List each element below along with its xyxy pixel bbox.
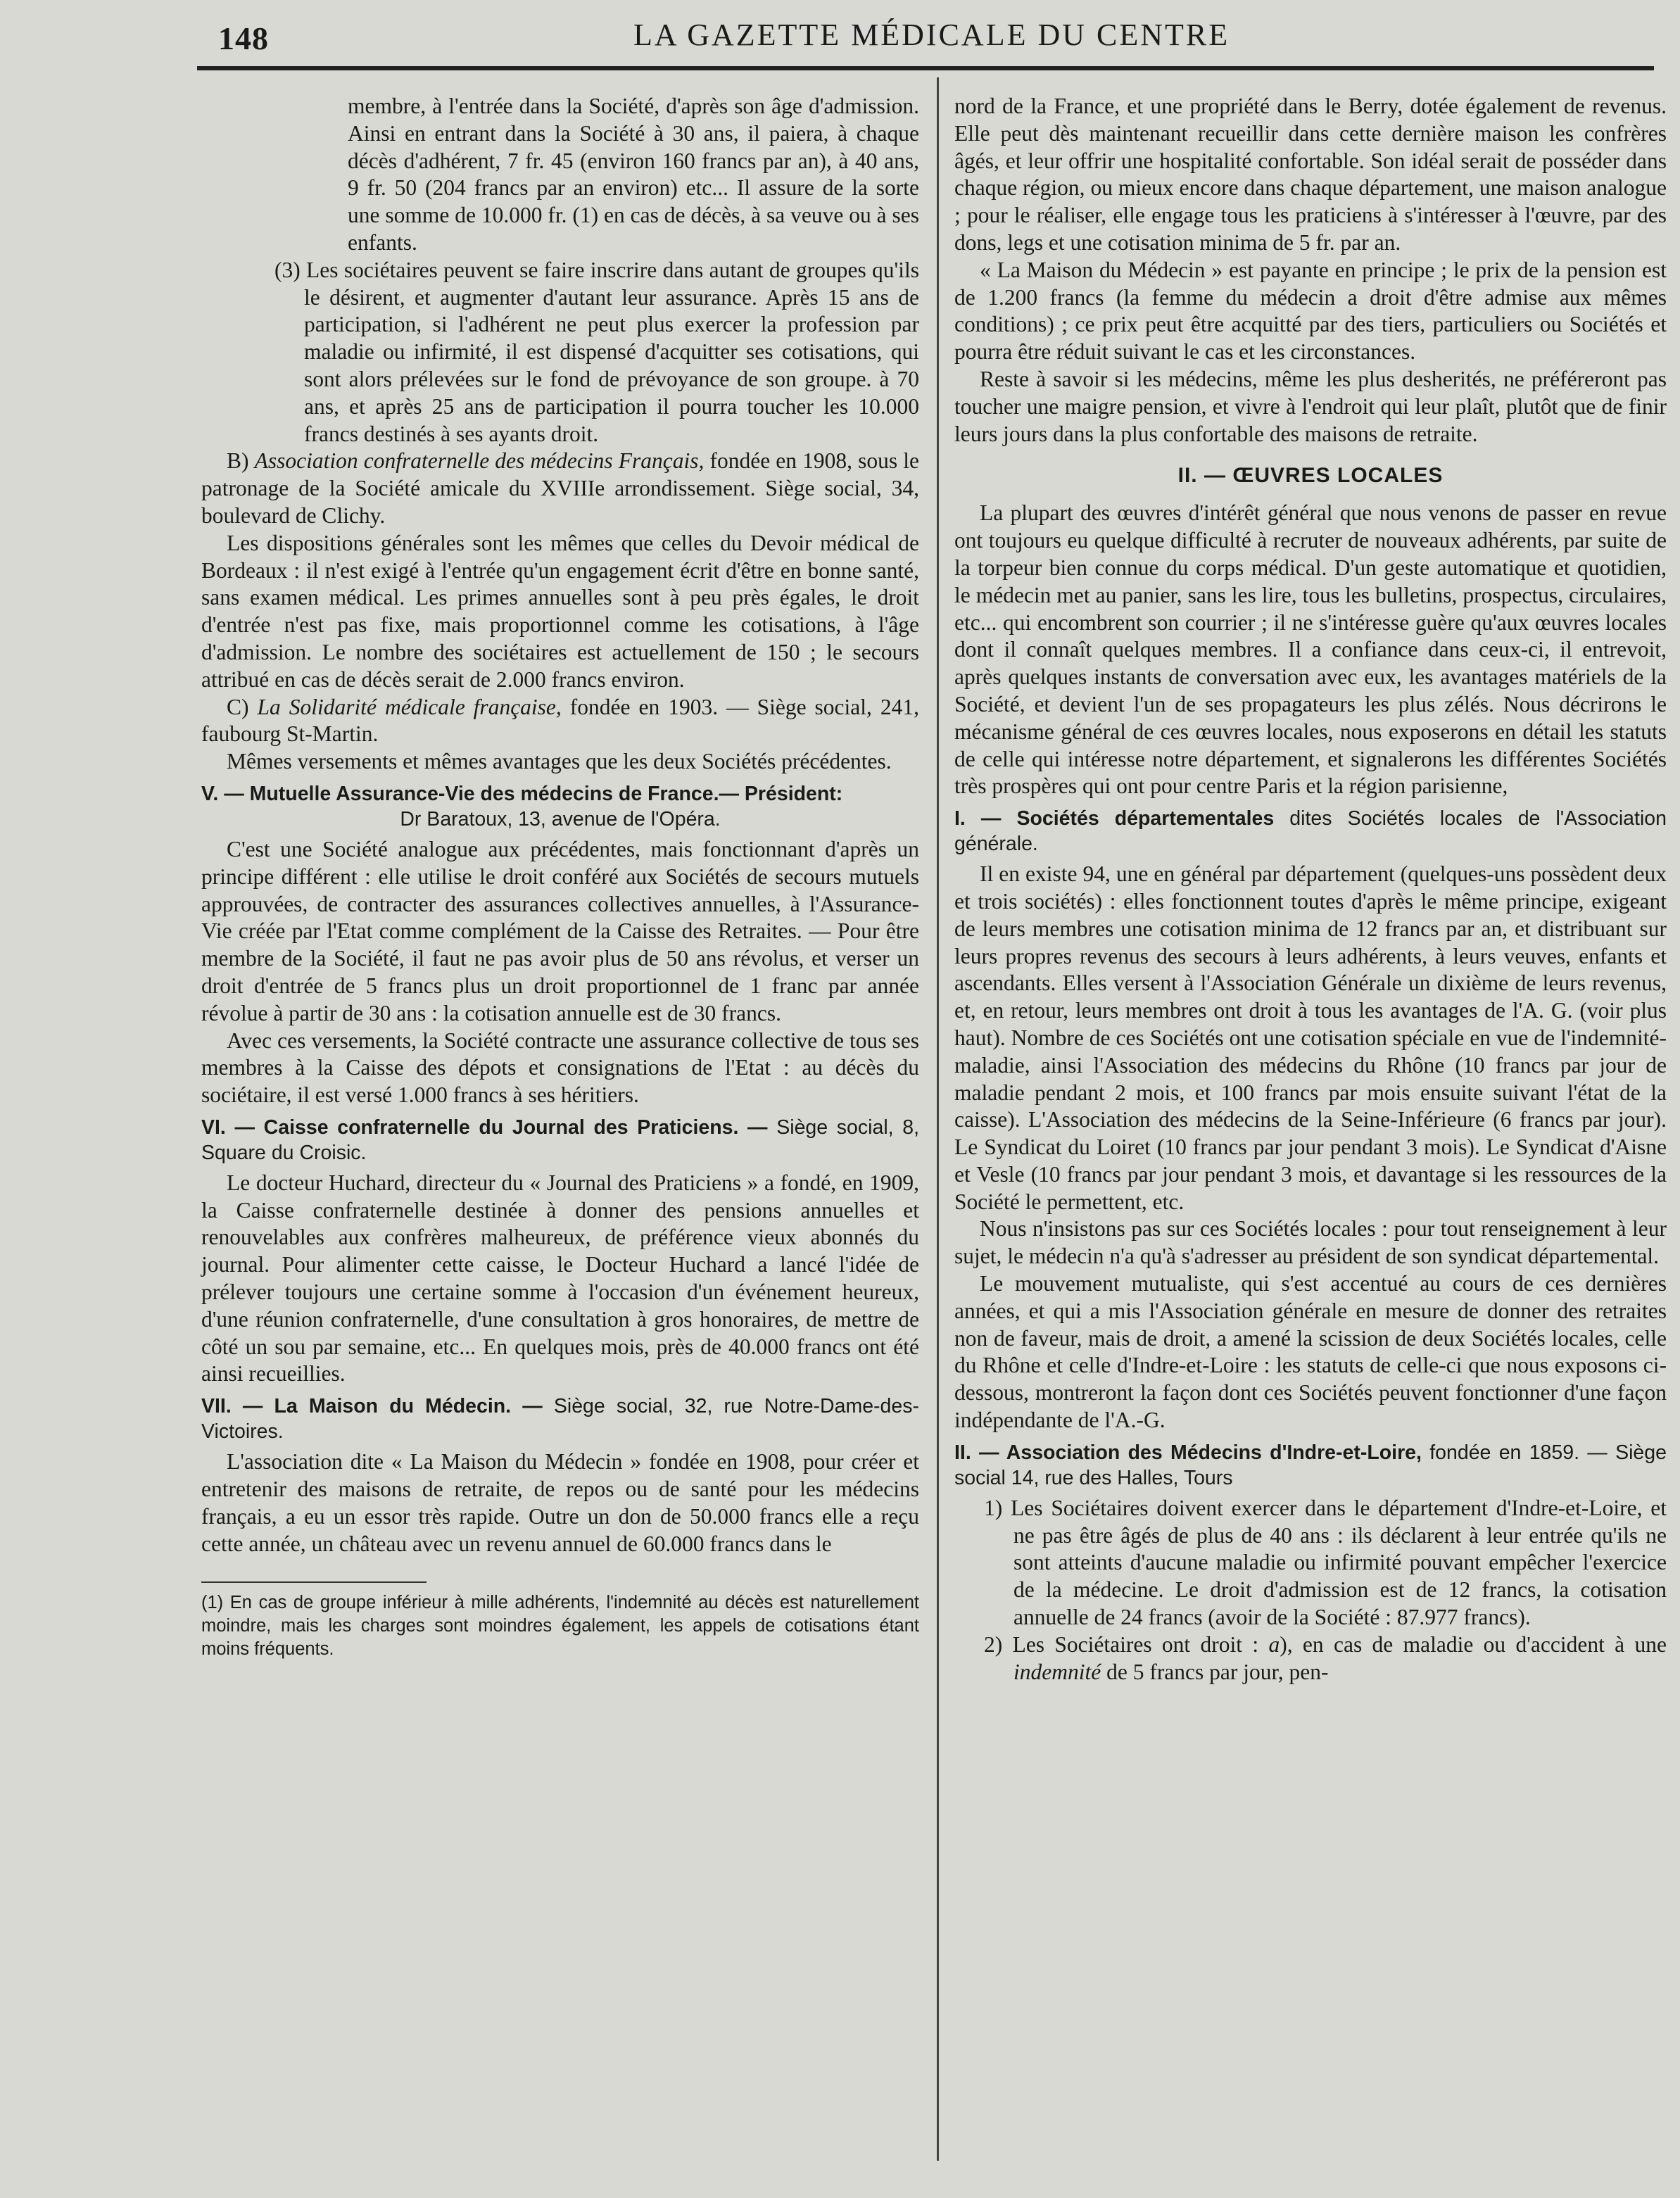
- point-3-paragraph: (3) Les sociétaires peuvent se faire inscrire dans autant de groupes qu'ils le désirent, et augmenter d'autant leur assurance. Après 15 ans de participation, si l'adhérent ne peut plus exercer la profession par maladie ou infirmité, il est dispensé d'acquitter ses cotisations, qui sont alors prélevées sur le fond de prévoyance de son groupe. à 70 ans, et après 25 ans de participation il pourra toucher les 10.000 francs destinés à ses ayants droit.: [274, 257, 919, 446]
- oeuvres-locales-paragraph: La plupart des œuvres d'intérêt général que nous venons de passer en revue ont toujours eu quelque difficulté à recruter de nouveaux adhérents, par suite de la torpeur bien connue du corps médical. D'un geste automatique et quotidien, le médecin met au panier, sans les lire, tous les bulletins, prospectus, circulaires, etc... qui encombrent son courrier ; il ne s'intéresse guère qu'aux œuvres locales dont il connaît quelques membres. Il a confiance dans ceux-ci, il entrevoit, après quelques instants de conversation avec eux, les avantages matériels de la Société, et devient l'un de ses propagateurs les plus zélés. Nous décrirons le mécanisme général de ces œuvres locales, nous exposerons en détail les statuts de celle qui intéresse notre département, et signalerons les différentes Sociétés très prospères qui ont pour centre Paris et la région parisienne,: [954, 500, 1667, 799]
- maison-paragraph-2: « La Maison du Médecin » est payante en principe ; le prix de la pension est de 1.200 francs (la femme du médecin a droit d'être admise aux mêmes conditions) ; ce prix peut être acquitté par des tiers, particuliers ou Sociétés et pourra être réduit suivant le cas et les circonstances.: [954, 257, 1667, 365]
- maison-paragraph-1: nord de la France, et une propriété dans le Berry, dotée également de revenus. Elle peut dès maintenant recueillir dans cette dernière maison les confrères âgés, et leur offrir une hospitalité confortable. Son idéal serait de posséder dans chaque région, ou mieux encore dans chaque département, une maison analogue ; pour le réaliser, elle engage tous les praticiens à s'intéresser à l'œuvre, par des dons, legs et une cotisation minima de 5 fr. par an.: [954, 94, 1667, 255]
- statute-item-1: 1) Les Sociétaires doivent exercer dans le département d'Indre-et-Loire, et ne pas être âgés de plus de 40 ans : ils déclarent à leur entrée qu'ils ne sont atteints d'aucune maladie ou infirmité pouvant empêcher l'exercice de la médecine. Le droit d'admission est de 12 francs, la cotisation annuelle de 24 francs (avoir de la Société : 87.977 francs).: [984, 1495, 1667, 1630]
- page-number: 148: [218, 20, 269, 56]
- section-i-heading: [954, 806, 1667, 857]
- section-ii-heading: [954, 1440, 1667, 1491]
- right-column: [954, 93, 1667, 1686]
- statute-item-2-middle: ), en cas de maladie ou d'accident à une: [1280, 1631, 1667, 1657]
- association-b-text: fondée en 1908, sous le patronage de la Société amicale du XVIIIe arrondissement. Siège social, 34, boulevard de Clichy.: [201, 448, 920, 528]
- societes-paragraph-1: Il en existe 94, une en général par département (quelques-uns possèdent deux et trois sociétés) : elles fonctionnent toutes d'après le même principe, exigeant de leurs membres une cotisation minima de 12 francs par an, et distribuant sur leurs propres revenus des secours à leurs adhérents, à leurs veuves, enfants et ascendants. Elles versent à l'Association Générale un dixième de leurs revenus, et, en retour, leurs membres ont droit à tous les avantages de l'A. G. (voir plus haut). Nombre de ces Sociétés ont une cotisation spéciale en vue de l'indemnité-maladie, ainsi l'Association des médecins du Rhône (10 francs par jour de maladie pendant 2 mois, et 100 francs par mois ensuite suivant l'état de la caisse). L'Association des médecins de la Seine-Inférieure (6 francs par jour). Le Syndicat du Loiret (10 francs par jour pendant 3 mois). Le Syndicat d'Aisne et Vesle (10 francs par jour pendant 3 mois, et davantage si les ressources de la Société le permettent, etc.: [954, 861, 1667, 1214]
- intro-paragraph: membre, à l'entrée dans la Société, d'après son âge d'admission. Ainsi en entrant dans la Société à 30 ans, il paiera, à chaque décès d'adhérent, 7 fr. 45 (environ 160 francs par an), à 40 ans, 9 fr. 50 (204 francs par an environ) etc... Il assure de la sorte une somme de 10.000 fr. (1) en cas de décès, à sa veuve ou à ses enfants.: [348, 94, 919, 255]
- maison-paragraph-3: Reste à savoir si les médecins, même les plus desherités, ne préféreront pas toucher une maigre pension, et vivre à l'endroit qui leur plaît, plutôt que de finir leurs jours dans la plus confortable des maisons de retraite.: [954, 366, 1667, 446]
- section-v-paragraph-1: C'est une Société analogue aux précédentes, mais fonctionnant d'après un principe différent : elle utilise le droit conféré aux Sociétés de secours mutuels approuvées, de contracter des assurances collectives annuelles, à l'Assurance-Vie créée par l'Etat comme complément de la Caisse des Retraites. — Pour être membre de la Société, il faut ne pas avoir plus de 50 ans révolus, et verser un droit d'entrée de 5 francs plus un droit proportionnel de 1 franc par année révolue à partir de 30 ans : la cotisation annuelle est de 30 francs.: [201, 836, 919, 1025]
- section-v-subtitle: Dr Baratoux, 13, avenue de l'Opéra.: [400, 807, 721, 830]
- societes-paragraph-3: Le mouvement mutualiste, qui s'est accentué au cours de ces dernières années, et qui a mis l'Association générale en mesure de donner des retraites non de faveur, mais de droit, a amené la scission de deux Sociétés locales, celle du Rhône et celle d'Indre-et-Loire : les statuts de celle-ci que nous exposons ci-dessous, montreront la façon dont ces Sociétés peuvent fonctionner d'une façon indépendante de l'A.-G.: [954, 1271, 1667, 1433]
- column-divider: [937, 77, 939, 2161]
- section-vii-heading: [201, 1394, 919, 1444]
- association-c-paragraph: [201, 694, 919, 749]
- footnote-rule: [201, 1581, 427, 1583]
- section-vi-title: VI. — Caisse confraternelle du Journal des Praticiens. —: [201, 1116, 768, 1139]
- association-c-letter: C): [227, 694, 258, 719]
- section-v-paragraph-2: Avec ces versements, la Société contracte une assurance collective de tous ses membres à la Caisse des dépots et consignations de l'Etat : au décès du sociétaire, il est versé 1.000 francs à ses héritiers.: [201, 1028, 919, 1108]
- statute-item-2-start: 2) Les Sociétaires ont droit :: [984, 1631, 1269, 1657]
- association-b-letter: B): [227, 448, 255, 474]
- societes-paragraph-2: Nous n'insistons pas sur ces Sociétés locales : pour tout renseignement à leur sujet, le médecin n'a qu'à s'adresser au président de son syndicat départemental.: [954, 1216, 1667, 1269]
- section-v-title: V. — Mutuelle Assurance-Vie des médecins de France.— Président:: [201, 782, 843, 805]
- section-v-heading: [201, 781, 919, 832]
- statute-item-2-end: de 5 francs par jour, pen-: [1101, 1659, 1329, 1684]
- statute-item-2-indemnite: indemnité: [1013, 1659, 1101, 1684]
- section-i-subtitle: dites Sociétés locales de l'Association générale.: [954, 807, 1667, 856]
- association-c-text: fondée en 1903. — Siège social, 241, faubourg St-Martin.: [201, 694, 920, 747]
- section-ii-subtitle: fondée en 1859. — Siège social 14, rue des Halles, Tours: [954, 1441, 1667, 1489]
- section-vii-address: Siège social, 32, rue Notre-Dame-des-Victoires.: [201, 1395, 919, 1444]
- association-c-details: Mêmes versements et mêmes avantages que les deux Sociétés précédentes.: [227, 749, 892, 774]
- statute-item-2: [954, 1631, 1667, 1686]
- oeuvres-locales-heading: II. — ŒUVRES LOCALES: [1177, 464, 1444, 488]
- section-i-title: I. — Sociétés départementales: [954, 807, 1275, 830]
- section-vii-paragraph: L'association dite « La Maison du Médecin » fondée en 1908, pour créer et entretenir des maisons de retraite, de repos ou de santé pour les médecins français, a eu un essor très rapide. Outre un don de 50.000 francs elle a reçu cette année, un château avec un revenu annuel de 60.000 francs dans le: [201, 1449, 919, 1556]
- left-column: [201, 93, 919, 1661]
- footnote: (1) En cas de groupe inférieur à mille adhérents, l'indemnité au décès est naturellement moindre, mais les charges sont moindres également, les appels de cotisations étant moins fréquents.: [201, 1593, 919, 1660]
- section-vi-address: Siège social, 8, Square du Croisic.: [201, 1116, 919, 1164]
- journal-title: LA GAZETTE MÉDICALE DU CENTRE: [633, 18, 1230, 52]
- association-b-details: Les dispositions générales sont les mêmes que celles du Devoir médical de Bordeaux : il n'est exigé à l'entrée qu'un engagement écrit d'être en bonne santé, sans examen médical. Les primes annuelles sont à peu près égales, le droit d'entrée n'est pas fixe, mais proportionnel comme les cotisations, à l'âge d'admission. Le nombre des sociétaires est actuellement de 150 ; le secours attribué en cas de décès serait de 2.000 francs environ.: [201, 530, 919, 692]
- association-b-paragraph: [201, 448, 919, 529]
- association-b-title: Association confraternelle des médecins Français,: [254, 448, 705, 474]
- statute-item-2-letter: a: [1268, 1631, 1280, 1657]
- section-vi-paragraph: Le docteur Huchard, directeur du « Journal des Praticiens » a fondé, en 1909, la Caisse confraternelle destinée à donner des pensions annuelles et renouvelables aux confrères malheureux, de préférence vieux abonnés du journal. Pour alimenter cette caisse, le Docteur Huchard a lancé l'idée de prélever toujours une certaine somme à l'occasion d'un événement heureux, d'une réunion confraternelle, d'une consultation à gros honoraires, de mettre de côté un sou par semaine, etc... En quelques mois, près de 40.000 francs ont été ainsi recueillies.: [201, 1170, 919, 1387]
- section-vii-title: VII. — La Maison du Médecin. —: [201, 1395, 543, 1418]
- section-ii-title: II. — Association des Médecins d'Indre-et-Loire,: [954, 1441, 1422, 1464]
- header-rule: [197, 66, 1654, 70]
- association-c-title: La Solidarité médicale française,: [257, 694, 562, 719]
- section-vi-heading: [201, 1115, 919, 1166]
